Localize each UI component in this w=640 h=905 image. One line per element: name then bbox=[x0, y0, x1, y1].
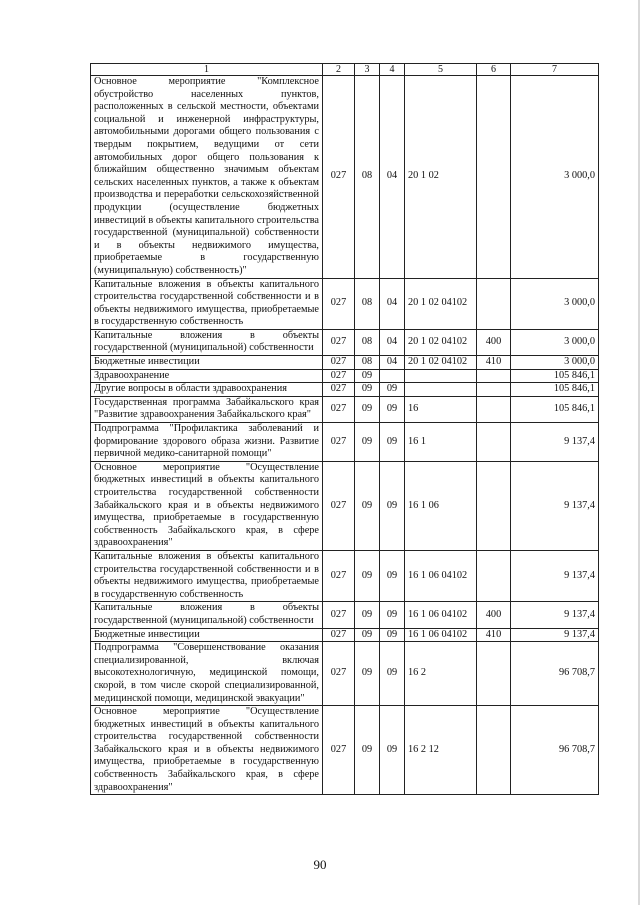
target-article-code: 16 1 06 04102 bbox=[405, 602, 477, 628]
section-code: 09 bbox=[355, 383, 380, 397]
amount: 9 137,4 bbox=[511, 550, 599, 601]
expense-type-code bbox=[477, 706, 511, 795]
target-article-code bbox=[405, 369, 477, 383]
amount: 96 708,7 bbox=[511, 642, 599, 706]
target-article-code: 16 1 06 04102 bbox=[405, 628, 477, 642]
expense-type-code bbox=[477, 369, 511, 383]
amount: 9 137,4 bbox=[511, 602, 599, 628]
row-name: Капитальные вложения в объекты государственной (муниципальной) собственности bbox=[91, 602, 323, 628]
admin-code: 027 bbox=[323, 461, 355, 550]
target-article-code: 16 2 bbox=[405, 642, 477, 706]
column-number-row bbox=[91, 64, 599, 76]
amount: 3 000,0 bbox=[511, 356, 599, 370]
admin-code: 027 bbox=[323, 278, 355, 329]
admin-code: 027 bbox=[323, 369, 355, 383]
row-name: Основное мероприятие "Осуществление бюджетных инвестиций в объекты капитального строительства государственной собственности Забайкальского края и в объекты недвижимого имущества, приобретаемые в государственную собственность Забайкальского края, в сфере здравоохранения" bbox=[91, 706, 323, 795]
admin-code: 027 bbox=[323, 550, 355, 601]
section-code: 09 bbox=[355, 706, 380, 795]
section-code: 08 bbox=[355, 278, 380, 329]
admin-code: 027 bbox=[323, 642, 355, 706]
expense-type-code bbox=[477, 278, 511, 329]
column-header: 7 bbox=[511, 64, 599, 76]
subsection-code: 09 bbox=[380, 602, 405, 628]
row-name: Капитальные вложения в объекты капитального строительства государственной собственности и в объекты недвижимого имущества, приобретаемые в государственную собственность bbox=[91, 278, 323, 329]
row-name: Здравоохранение bbox=[91, 369, 323, 383]
admin-code: 027 bbox=[323, 76, 355, 279]
section-code: 09 bbox=[355, 423, 380, 462]
table-row bbox=[91, 628, 599, 642]
subsection-code: 04 bbox=[380, 356, 405, 370]
target-article-code: 16 2 12 bbox=[405, 706, 477, 795]
column-header: 2 bbox=[323, 64, 355, 76]
row-name: Бюджетные инвестиции bbox=[91, 628, 323, 642]
subsection-code: 04 bbox=[380, 278, 405, 329]
expense-type-code bbox=[477, 383, 511, 397]
row-name: Капитальные вложения в объекты государственной (муниципальной) собственности bbox=[91, 329, 323, 355]
section-code: 09 bbox=[355, 628, 380, 642]
amount: 3 000,0 bbox=[511, 278, 599, 329]
table-row bbox=[91, 550, 599, 601]
table-row bbox=[91, 76, 599, 279]
target-article-code: 20 1 02 04102 bbox=[405, 278, 477, 329]
table-row bbox=[91, 423, 599, 462]
row-name: Основное мероприятие "Осуществление бюджетных инвестиций в объекты капитального строительства государственной собственности Забайкальского края и в объекты недвижимого имущества, приобретаемые в государственную собственность Забайкальского края, в сфере здравоохранения" bbox=[91, 461, 323, 550]
target-article-code: 16 1 06 04102 bbox=[405, 550, 477, 601]
amount: 105 846,1 bbox=[511, 396, 599, 422]
expense-type-code bbox=[477, 396, 511, 422]
section-code: 08 bbox=[355, 76, 380, 279]
amount: 3 000,0 bbox=[511, 329, 599, 355]
expense-type-code bbox=[477, 550, 511, 601]
table-row bbox=[91, 396, 599, 422]
amount: 9 137,4 bbox=[511, 423, 599, 462]
amount: 9 137,4 bbox=[511, 628, 599, 642]
subsection-code: 09 bbox=[380, 642, 405, 706]
section-code: 08 bbox=[355, 356, 380, 370]
expense-type-code: 410 bbox=[477, 628, 511, 642]
budget-table bbox=[90, 63, 599, 795]
admin-code: 027 bbox=[323, 628, 355, 642]
row-name: Подпрограмма "Профилактика заболеваний и формирование здорового образа жизни. Развитие первичной медико-санитарной помощи" bbox=[91, 423, 323, 462]
subsection-code: 09 bbox=[380, 423, 405, 462]
target-article-code: 16 1 bbox=[405, 423, 477, 462]
expense-type-code bbox=[477, 461, 511, 550]
subsection-code: 09 bbox=[380, 396, 405, 422]
row-name: Государственная программа Забайкальского края "Развитие здравоохранения Забайкальского края" bbox=[91, 396, 323, 422]
target-article-code: 20 1 02 04102 bbox=[405, 329, 477, 355]
expense-type-code: 410 bbox=[477, 356, 511, 370]
column-header: 4 bbox=[380, 64, 405, 76]
amount: 96 708,7 bbox=[511, 706, 599, 795]
admin-code: 027 bbox=[323, 423, 355, 462]
admin-code: 027 bbox=[323, 329, 355, 355]
expense-type-code bbox=[477, 642, 511, 706]
column-header: 3 bbox=[355, 64, 380, 76]
expense-type-code bbox=[477, 76, 511, 279]
target-article-code bbox=[405, 383, 477, 397]
expense-type-code: 400 bbox=[477, 602, 511, 628]
section-code: 09 bbox=[355, 396, 380, 422]
table-row bbox=[91, 706, 599, 795]
table-row bbox=[91, 461, 599, 550]
section-code: 09 bbox=[355, 602, 380, 628]
row-name: Подпрограмма "Совершенствование оказания специализированной, включая высокотехнологичную, медицинской помощи, скорой, в том числе скорой специализированной, медицинской помощи, медицинской эвакуации" bbox=[91, 642, 323, 706]
admin-code: 027 bbox=[323, 706, 355, 795]
amount: 105 846,1 bbox=[511, 369, 599, 383]
subsection-code bbox=[380, 369, 405, 383]
table-row bbox=[91, 383, 599, 397]
admin-code: 027 bbox=[323, 356, 355, 370]
target-article-code: 16 1 06 bbox=[405, 461, 477, 550]
table-row bbox=[91, 642, 599, 706]
target-article-code: 20 1 02 bbox=[405, 76, 477, 279]
page-number: 90 bbox=[313, 857, 327, 872]
amount: 105 846,1 bbox=[511, 383, 599, 397]
subsection-code: 09 bbox=[380, 383, 405, 397]
table-row bbox=[91, 369, 599, 383]
section-code: 08 bbox=[355, 329, 380, 355]
column-header: 5 bbox=[405, 64, 477, 76]
section-code: 09 bbox=[355, 369, 380, 383]
row-name: Другие вопросы в области здравоохранения bbox=[91, 383, 323, 397]
admin-code: 027 bbox=[323, 602, 355, 628]
table-body bbox=[91, 64, 599, 795]
expense-type-code: 400 bbox=[477, 329, 511, 355]
amount: 3 000,0 bbox=[511, 76, 599, 279]
subsection-code: 09 bbox=[380, 706, 405, 795]
row-name: Бюджетные инвестиции bbox=[91, 356, 323, 370]
admin-code: 027 bbox=[323, 396, 355, 422]
table-row bbox=[91, 278, 599, 329]
subsection-code: 04 bbox=[380, 329, 405, 355]
subsection-code: 04 bbox=[380, 76, 405, 279]
target-article-code: 20 1 02 04102 bbox=[405, 356, 477, 370]
budget-sheet bbox=[90, 63, 598, 795]
table-row bbox=[91, 329, 599, 355]
section-code: 09 bbox=[355, 550, 380, 601]
amount: 9 137,4 bbox=[511, 461, 599, 550]
row-name: Основное мероприятие "Комплексное обустройство населенных пунктов, расположенных в сельской местности, объектами социальной и инженерной инфраструктуры, автомобильными дорогами общего пользования с твердым покрытием, ведущими от сети автомобильных дорог общего пользования к ближайшим общественно значимым объектам сельских населенных пунктов, а также к объектам производства и переработки сельскохозяйственной продукции (осуществление бюджетных инвестиций в объекты капитального строительства государственной (муниципальной) собственности и в объекты недвижимого имущества, приобретаемые в государственную (муниципальную) собственность)" bbox=[91, 76, 323, 279]
section-code: 09 bbox=[355, 642, 380, 706]
expense-type-code bbox=[477, 423, 511, 462]
table-row bbox=[91, 356, 599, 370]
column-header: 1 bbox=[91, 64, 323, 76]
subsection-code: 09 bbox=[380, 461, 405, 550]
target-article-code: 16 bbox=[405, 396, 477, 422]
column-header: 6 bbox=[477, 64, 511, 76]
subsection-code: 09 bbox=[380, 550, 405, 601]
admin-code: 027 bbox=[323, 383, 355, 397]
row-name: Капитальные вложения в объекты капитального строительства государственной собственности и в объекты недвижимого имущества, приобретаемые в государственную собственность bbox=[91, 550, 323, 601]
section-code: 09 bbox=[355, 461, 380, 550]
table-row bbox=[91, 602, 599, 628]
subsection-code: 09 bbox=[380, 628, 405, 642]
